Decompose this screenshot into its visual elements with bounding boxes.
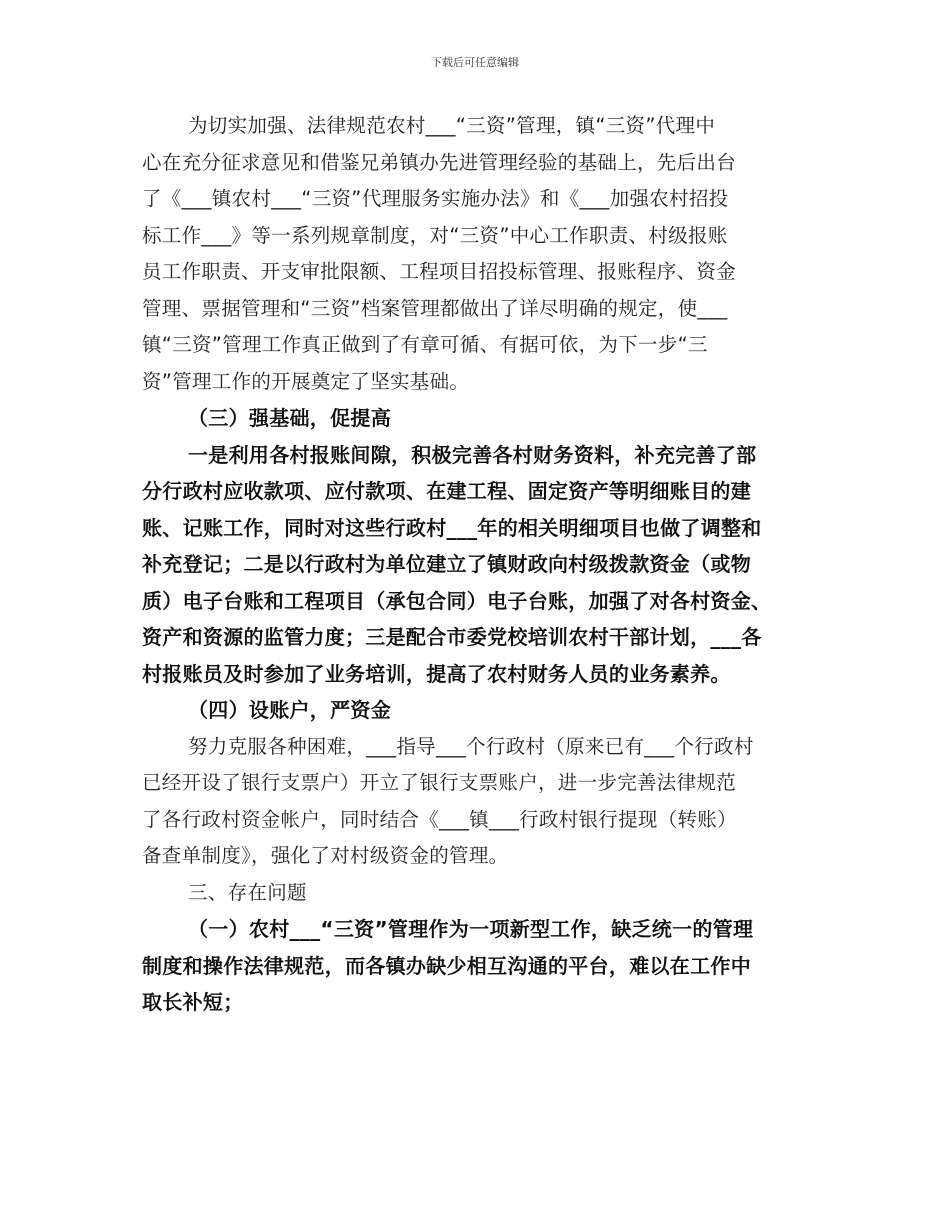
section-heading: （三）强基础，促提高 (188, 406, 391, 430)
text-line: 补充登记；二是以行政村为单位建立了镇财政向村级拨款资金（或物 (142, 552, 751, 576)
section-heading: 三、存在问题 (188, 880, 307, 904)
text-line: 账、记账工作，同时对这些行政村___年的相关明细项目也做了调整和 (142, 515, 762, 540)
text-line: 了《___镇农村___“三资”代理服务实施办法》和《___加强农村招投 (142, 187, 729, 210)
text-line: 取长补短； (142, 990, 244, 1014)
text-line: 资产和资源的监管力度；三是配合市委党校培训农村干部计划，___各 (142, 625, 762, 649)
text-line: 为切实加强、法律规范农村___“三资”管理，镇“三资”代理中 (188, 114, 716, 137)
text-line: 分行政村应收款项、应付款项、在建工程、固定资产等明细账目的建 (142, 479, 751, 503)
text-line: 资”管理工作的开展奠定了坚实基础。 (142, 369, 470, 393)
text-line: 员工作职责、开支审批限额、工程项目招投标管理、报账程序、资金 (142, 260, 737, 283)
document-body (142, 108, 814, 1021)
text-line: （一）农村___“三资”管理作为一项新型工作，缺乏统一的管理 (188, 917, 754, 941)
text-line: 村报账员及时参加了业务培训，提高了农村财务人员的业务素养。 (142, 661, 731, 686)
text-line: 标工作___》等一系列规章制度，对“三资”中心工作职责、村级报账 (142, 223, 728, 247)
text-line: 了各行政村资金帐户，同时结合《___镇___行政村银行提现（转账） (142, 807, 737, 831)
page-header: 下载后可任意编辑 (431, 56, 519, 69)
section-heading: （四）设账户，严资金 (188, 698, 391, 722)
text-line: 心在充分征求意见和借鉴兄弟镇办先进管理经验的基础上，先后出台 (142, 150, 737, 174)
text-line: 备查单制度》，强化了对村级资金的管理。 (142, 844, 509, 867)
text-line: 努力克服各种困难，___指导___个行政村（原来已有___个行政村 (188, 734, 754, 758)
text-line: 管理、票据管理和“三资”档案管理都做出了详尽明确的规定，使___ (142, 296, 728, 320)
text-line: 一是利用各村报账间隙，积极完善各村财务资料，补充完善了部 (188, 442, 757, 467)
text-line: 质）电子台账和工程项目（承包合同）电子台账，加强了对各村资金、 (142, 588, 772, 613)
text-line: 制度和操作法律规范，而各镇办缺少相互沟通的平台，难以在工作中 (142, 953, 751, 978)
text-line: 已经开设了银行支票户）开立了银行支票账户，进一步完善法律规范 (142, 771, 737, 794)
text-line: 镇“三资”管理工作真正做到了有章可循、有据可依，为下一步“三 (142, 333, 708, 356)
